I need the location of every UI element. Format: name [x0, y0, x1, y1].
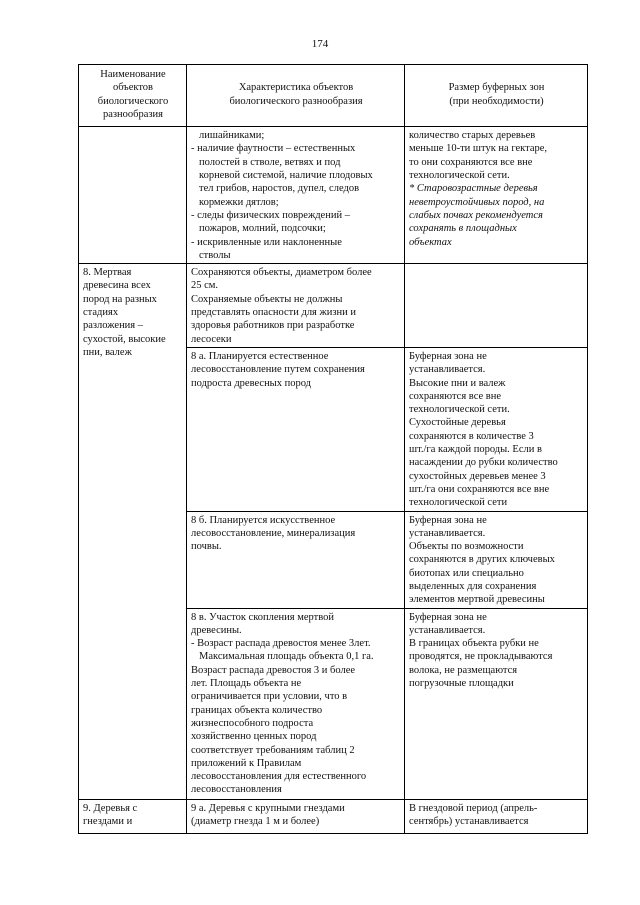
text-line: насаждении до рубки количество	[409, 457, 558, 469]
text-line: подроста древесных пород	[191, 377, 312, 389]
text-line: кормежки дятлов;	[199, 196, 279, 208]
text-line: сухостойных деревьев менее 3	[409, 470, 546, 482]
header-line: Наименование	[100, 69, 166, 80]
note-line: слабых почвах рекомендуется	[409, 209, 543, 221]
text-line: границах объекта количество	[191, 704, 323, 716]
text-line: хозяйственно ценных пород	[191, 731, 317, 743]
text-line: лет. Площадь объекта не	[191, 678, 302, 690]
note-line: неветроустойчивых пород, на	[409, 196, 545, 208]
header-line: биологического разнообразия	[229, 95, 363, 107]
text-line: сохраняются все вне	[409, 390, 502, 402]
text-line: Сухостойные деревья	[409, 417, 506, 429]
text-line: стадиях	[83, 307, 119, 319]
text-line: 25 см.	[191, 280, 219, 292]
header-line: Размер буферных зон	[448, 82, 545, 94]
cell-buffer-zone	[405, 511, 588, 608]
text-line: В гнездовой период (апрель-	[409, 802, 538, 814]
cell-buffer-zone	[405, 347, 588, 511]
note-line: сохранять в площадных	[409, 223, 517, 235]
note-line: * Старовозрастные деревья	[409, 183, 538, 195]
cell-characteristics	[187, 799, 405, 833]
text-line: разложения –	[83, 320, 144, 332]
cell-object-name	[79, 799, 187, 833]
text-line: приложений к Правилам	[191, 757, 302, 769]
page-number: 174	[311, 38, 329, 50]
text-line: - наличие фаутности – естественных	[191, 143, 356, 155]
text-line: проводятся, не прокладываются	[409, 651, 553, 663]
header-line: биологического	[97, 95, 169, 107]
text-line: лесовосстановление путем сохранения	[191, 364, 365, 376]
text-line: устанавливается.	[409, 364, 486, 376]
text-line: пожаров, молний, подсочки;	[199, 223, 326, 235]
text-line: древесина всех	[83, 280, 151, 292]
table-header-row	[79, 65, 588, 127]
text-line: технологической сети.	[409, 170, 510, 182]
text-line: устанавливается.	[409, 624, 486, 636]
text-line: представлять опасности для жизни и	[191, 307, 357, 319]
text-line: лесосеки	[191, 333, 232, 345]
text-line: биотопах или специально	[409, 567, 524, 579]
note-line: объектах	[409, 236, 452, 248]
text-line: жизнеспособного подроста	[191, 717, 314, 729]
text-line: меньше 10-ти штук на гектаре,	[409, 143, 548, 155]
text-line: древесины.	[191, 624, 242, 636]
header-col-buffer-zone	[405, 65, 588, 127]
text-line: - следы физических повреждений –	[191, 209, 350, 221]
text-line: полостей в стволе, ветвях и под	[199, 156, 341, 168]
text-line: выделенных для сохранения	[409, 580, 537, 592]
cell-characteristics	[187, 511, 405, 608]
text-line: 8 а. Планируется естественное	[191, 350, 329, 362]
text-line: тел грибов, наростов, дупел, следов	[199, 183, 360, 195]
text-line: 8 в. Участок скопления мертвой	[191, 611, 334, 623]
text-line: корневой системой, наличие плодовых	[199, 170, 373, 182]
text-line: пород на разных	[83, 293, 157, 305]
text-line: лесовосстановления	[191, 784, 282, 796]
text-line: Высокие пни и валеж	[409, 377, 506, 389]
text-line: технологической сети	[409, 497, 508, 509]
cell-object-name	[79, 127, 187, 264]
table-row-9	[79, 799, 588, 833]
text-line: гнездами и	[83, 815, 133, 827]
text-line: устанавливается.	[409, 527, 486, 539]
text-line: соответствует требованиям таблиц 2	[191, 744, 355, 756]
text-line: Буферная зона не	[409, 611, 487, 623]
text-line: сохраняются в других ключевых	[409, 554, 555, 566]
text-line: лесовосстановления для естественного	[191, 771, 367, 783]
header-col-characteristics	[187, 65, 405, 127]
cell-characteristics	[187, 127, 405, 264]
cell-characteristics	[187, 347, 405, 511]
header-col-object-name	[79, 65, 187, 127]
text-line: Сохраняются объекты, диаметром более	[191, 267, 372, 279]
text-line: шт./га каждой породы. Если в	[409, 444, 542, 456]
text-line: количество старых деревьев	[409, 130, 536, 142]
cell-object-name	[79, 264, 187, 799]
biodiversity-table	[78, 64, 588, 834]
header-line: Характеристика объектов	[238, 82, 354, 94]
text-line: то они сохраняются все вне	[409, 156, 533, 168]
text-line: 8. Мертвая	[83, 267, 132, 279]
header-line: объектов	[112, 82, 154, 94]
text-line: волока, не размещаются	[409, 664, 518, 676]
cell-characteristics	[187, 608, 405, 799]
text-line: Максимальная площадь объекта 0,1 га.	[199, 651, 374, 663]
text-line: погрузочные площадки	[409, 678, 514, 690]
text-line: В границах объекта рубки не	[409, 638, 539, 650]
text-line: сохраняются в количестве 3	[409, 430, 534, 442]
text-line: почвы.	[191, 541, 222, 553]
table-row-8	[79, 264, 588, 348]
text-line: - Возраст распада древостоя менее 3лет.	[191, 638, 371, 650]
text-line: сухостой, высокие	[83, 333, 166, 345]
text-line: здоровья работников при разработке	[191, 320, 355, 332]
text-line: пни, валеж	[83, 346, 132, 358]
text-line: стволы	[199, 249, 231, 261]
cell-buffer-zone	[405, 264, 588, 348]
text-line: Буферная зона не	[409, 514, 487, 526]
text-line: Возраст распада древостоя 3 и более	[191, 664, 356, 676]
text-line: 8 б. Планируется искусственное	[191, 514, 336, 526]
table-row-continued	[79, 127, 588, 264]
cell-buffer-zone	[405, 127, 588, 264]
text-line: лишайниками;	[199, 130, 265, 142]
text-line: 9. Деревья с	[83, 802, 138, 814]
text-line: (диаметр гнезда 1 м и более)	[191, 815, 320, 827]
header-line: разнообразия	[102, 108, 164, 120]
text-line: сентябрь) устанавливается	[409, 815, 529, 827]
cell-buffer-zone	[405, 608, 588, 799]
text-line: технологической сети.	[409, 404, 510, 416]
text-line: Сохраняемые объекты не должны	[191, 293, 343, 305]
text-line: элементов мертвой древесины	[409, 594, 545, 606]
text-line: 9 а. Деревья с крупными гнездами	[191, 802, 345, 814]
text-line: ограничивается при условии, что в	[191, 691, 348, 703]
text-line: лесовосстановление, минерализация	[191, 527, 356, 539]
cell-buffer-zone	[405, 799, 588, 833]
text-line: Объекты по возможности	[409, 541, 524, 553]
text-line: Буферная зона не	[409, 350, 487, 362]
cell-characteristics	[187, 264, 405, 348]
header-line: (при необходимости)	[449, 95, 544, 107]
text-line: шт./га они сохраняются все вне	[409, 483, 550, 495]
text-line: - искривленные или наклоненные	[191, 236, 342, 248]
